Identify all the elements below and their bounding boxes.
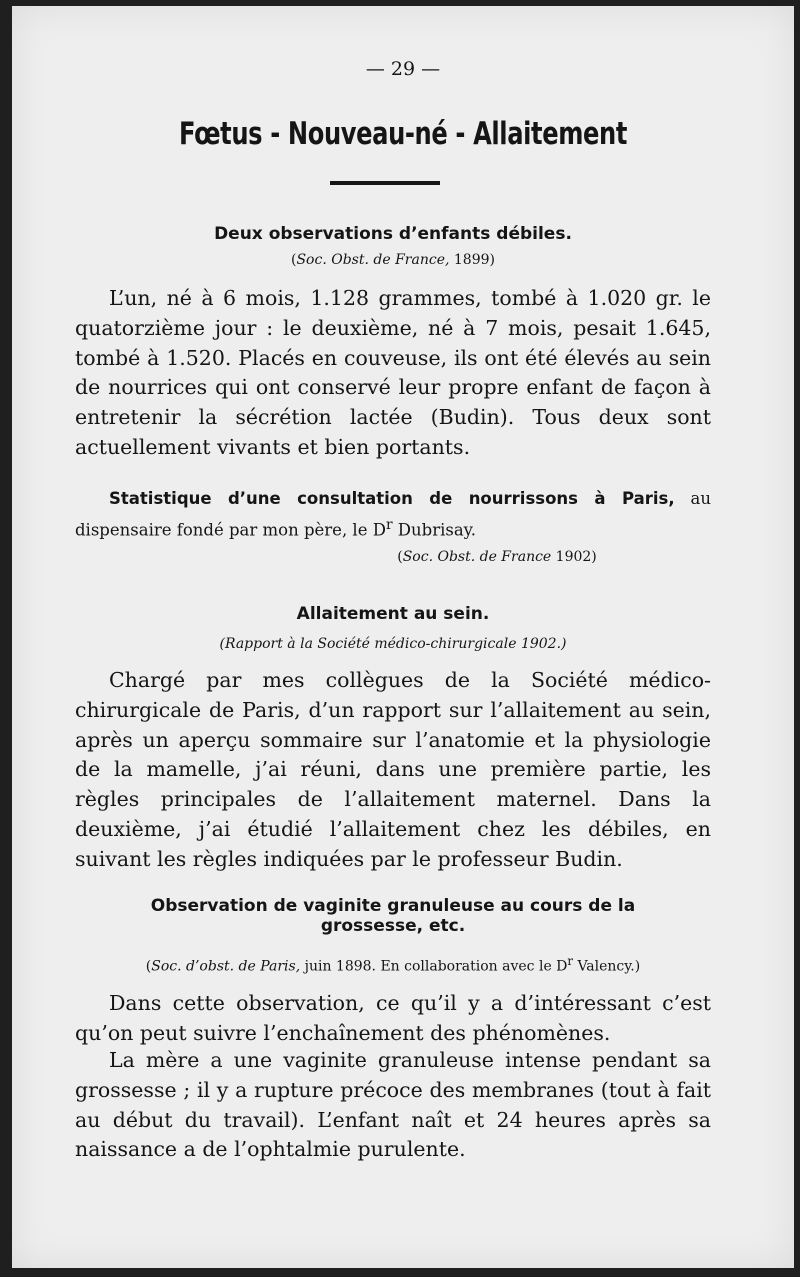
document-page	[12, 6, 794, 1268]
section1-source: (Soc. Obst. de France, 1899)	[291, 252, 495, 268]
chapter-title: Fœtus - Nouveau-né - Allaitement	[178, 116, 628, 152]
section4-paragraph-2: La mère a une vaginite granuleuse intense pendant sa grossesse ; il y a rupture précoce des membranes (tout à fait au début du travail). L’enfant naît et 24 heures après sa naissance a de l’ophtalmie purulente.	[75, 1048, 711, 1162]
section4-paragraph-1: Dans cette observation, ce qu’il y a d’intéressant c’est qu’on peut suivre l’enchaînement des phénomènes.	[75, 991, 711, 1045]
section3-source: (Rapport à la Société médico-chirurgicale 1902.)	[219, 636, 567, 652]
section3-paragraph: Chargé par mes collègues de la Société médico-chirurgicale de Paris, d’un rapport sur l’allaitement au sein, après un aperçu sommaire sur l’anatomie et la physiologie de la mamelle, j’ai réuni, dans une première partie, les règles principales de l’allaitement maternel. Dans la deuxième, j’ai étudié l’allaitement chez les débiles, en suivant les règles indiquées par le professeur Budin.	[75, 668, 711, 871]
title-divider	[330, 181, 440, 185]
page-number: — 29 —	[365, 58, 441, 80]
section1-paragraph: L’un, né à 6 mois, 1.128 grammes, tombé à 1.020 gr. le quatorzième jour : le deuxième, né à 7 mois, pesait 1.645, tombé à 1.520. Placés en couveuse, ils ont été élevés au sein de nourrices qui ont conservé leur propre enfant de façon à entretenir la sécrétion lactée (Budin). Tous deux sont actuellement vivants et bien portants.	[75, 286, 711, 459]
section1-heading: Deux observations d’enfants débiles.	[214, 224, 572, 244]
section4-heading: Observation de vaginite granuleuse au cours de la grossesse, etc.	[150, 896, 636, 936]
section2-heading: Statistique d’une consultation de nourrissons à Paris, au dispensaire fondé par mon père, le $D^r$ Dubrisay.	[75, 489, 711, 540]
section4-source: (Soc. d’obst. de Paris, juin 1898. En collaboration avec le $D^r$ Valency.)	[145, 954, 641, 975]
section3-heading: Allaitement au sein.	[296, 604, 490, 624]
section2-source: (Soc. Obst. de France 1902)	[397, 549, 597, 565]
